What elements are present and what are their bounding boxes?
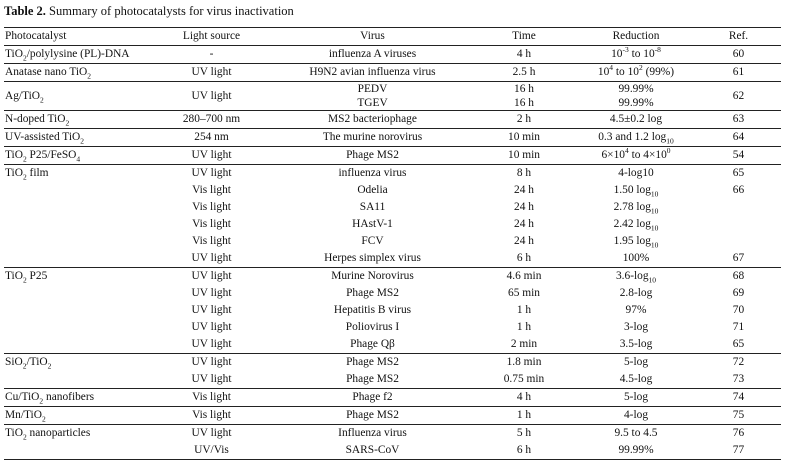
cell-virus: H9N2 avian influenza virus (273, 64, 472, 82)
cell-light-source: - (150, 46, 273, 64)
cell-reduction: $10^{-3}$ to $10^{-8}$ (576, 46, 696, 64)
cell-time: 24 h (514, 201, 534, 213)
cell-light-source: 280–700 nm (150, 111, 273, 129)
cell-ref: 71 (732, 321, 745, 333)
cell-time: 1.8 min (472, 354, 576, 372)
cell-light-source: Vis light (192, 218, 231, 230)
cell-reduction: 3.5-log (619, 338, 653, 350)
cell-time: 65 min (508, 287, 540, 299)
cell-photocatalyst: TiO$_2$ nanoparticles (4, 425, 150, 443)
cell-virus: Phage MS2 (346, 287, 399, 299)
cell-virus: MS2 bacteriophage (273, 111, 472, 129)
table-row (4, 64, 781, 82)
cell-time: 6 h (472, 442, 576, 460)
cell-light-source: UV light (191, 321, 232, 333)
table-header (4, 28, 781, 46)
cell-reduction: 2.78 $\log_{10}$ (613, 201, 659, 216)
header-photocatalyst: Photocatalyst (4, 28, 150, 46)
cell-virus: influenza A viruses (273, 46, 472, 64)
cell-photocatalyst: N-doped TiO$_2$ (4, 111, 150, 129)
cell-photocatalyst: SiO$_2$/TiO$_2$ (4, 354, 150, 372)
table-title: Summary of photocatalysts for virus inactivation (45, 4, 294, 18)
cell-photocatalyst: Mn/TiO$_2$ (4, 407, 150, 425)
cell-reduction: 9.5 to 4.5 (576, 425, 696, 443)
cell-ref: 65 (696, 165, 781, 183)
table-row (4, 302, 781, 319)
cell-photocatalyst (4, 182, 150, 199)
cell-virus: PEDV TGEV (273, 82, 472, 111)
cell-time: 16 h 16 h (472, 82, 576, 111)
table-caption (4, 4, 294, 19)
cell-ref: 66 (732, 184, 745, 196)
cell-virus: Hepatitis B virus (333, 304, 412, 316)
cell-light-source: Vis light (192, 201, 231, 213)
cell-reduction: 100% (622, 252, 650, 264)
cell-ref: 72 (696, 354, 781, 372)
cell-time: 24 h (514, 235, 534, 247)
cell-reduction: 2.42 $\log_{10}$ (613, 218, 659, 233)
table-row (4, 182, 781, 199)
cell-virus: Phage MS2 (273, 407, 472, 425)
cell-reduction: 5-log (576, 389, 696, 407)
cell-reduction: 97% (625, 304, 647, 316)
cell-reduction: 99.99% 99.99% (576, 82, 696, 111)
cell-light-source: UV light (150, 147, 273, 165)
cell-time: 6 h (516, 252, 532, 264)
cell-light-source: UV light (191, 252, 232, 264)
cell-virus: Phage Qβ (350, 338, 395, 350)
table-row (4, 407, 781, 425)
cell-ref: 54 (696, 147, 781, 165)
cell-photocatalyst (4, 442, 150, 460)
cell-photocatalyst (4, 336, 150, 354)
cell-reduction: 3-log (623, 321, 649, 333)
cell-virus: Herpes simplex virus (324, 252, 421, 264)
cell-reduction: 2.8-log (619, 287, 653, 299)
photocatalyst-table (4, 27, 781, 460)
cell-reduction: 1.95 $\log_{10}$ (613, 235, 659, 250)
cell-light-source: Vis light (150, 407, 273, 425)
table-row (4, 147, 781, 165)
cell-photocatalyst (4, 302, 150, 319)
cell-ref: 61 (696, 64, 781, 82)
cell-time: 2 h (472, 111, 576, 129)
cell-photocatalyst (4, 250, 150, 268)
cell-photocatalyst (4, 319, 150, 336)
cell-virus: SA11 (359, 201, 386, 213)
cell-time: 10 min (472, 129, 576, 147)
header-ref: Ref. (696, 28, 781, 46)
table-row (4, 129, 781, 147)
cell-virus: Murine Norovirus (273, 268, 472, 286)
header-light-source: Light source (150, 28, 273, 46)
table-row (4, 216, 781, 233)
cell-photocatalyst: UV-assisted TiO$_2$ (4, 129, 150, 147)
cell-light-source: UV light (150, 64, 273, 82)
cell-ref: 60 (696, 46, 781, 64)
header-row (4, 28, 781, 46)
cell-photocatalyst: TiO$_2$ P25 (4, 268, 150, 286)
cell-light-source: UV light (150, 82, 273, 111)
cell-light-source: UV light (191, 338, 232, 350)
cell-reduction: 4.5-log (619, 373, 653, 385)
cell-virus: The murine norovirus (273, 129, 472, 147)
cell-reduction: 99.99% (576, 442, 696, 460)
cell-photocatalyst (4, 199, 150, 216)
cell-ref: 73 (732, 373, 745, 385)
cell-virus: Influenza virus (273, 425, 472, 443)
cell-light-source: Vis light (150, 389, 273, 407)
cell-virus: Phage MS2 (346, 373, 399, 385)
table-row (4, 425, 781, 443)
cell-reduction: 5-log (576, 354, 696, 372)
cell-reduction: 0.3 and 1.2 $\log_{10}$ (576, 129, 696, 147)
cell-ref (696, 233, 781, 250)
table-row (4, 389, 781, 407)
cell-photocatalyst: TiO$_2$/polylysine (PL)-DNA (4, 46, 150, 64)
cell-photocatalyst (4, 371, 150, 389)
cell-time: 0.75 min (503, 373, 545, 385)
cell-light-source: Vis light (192, 184, 231, 196)
cell-ref: 64 (696, 129, 781, 147)
cell-reduction: 4-log (576, 407, 696, 425)
cell-photocatalyst (4, 216, 150, 233)
table-row (4, 319, 781, 336)
table-row (4, 336, 781, 354)
cell-light-source: UV light (150, 165, 273, 183)
cell-virus: Phage MS2 (273, 354, 472, 372)
cell-virus: Phage f2 (273, 389, 472, 407)
header-time: Time (472, 28, 576, 46)
cell-ref: 75 (696, 407, 781, 425)
cell-photocatalyst: TiO$_2$ P25/FeSO$_4$ (4, 147, 150, 165)
header-virus: Virus (273, 28, 472, 46)
cell-virus: SARS-CoV (273, 442, 472, 460)
table-row (4, 199, 781, 216)
cell-ref (696, 199, 781, 216)
cell-time: 1 h (516, 321, 532, 333)
cell-ref: 77 (696, 442, 781, 460)
cell-photocatalyst (4, 233, 150, 250)
table-body (4, 46, 781, 460)
header-reduction: Reduction (576, 28, 696, 46)
table-row (4, 268, 781, 286)
table-row (4, 442, 781, 460)
cell-photocatalyst: Anatase nano TiO$_2$ (4, 64, 150, 82)
cell-reduction: 1.50 $\log_{10}$ (613, 184, 659, 199)
cell-virus: Odelia (357, 184, 388, 196)
cell-photocatalyst: Ag/TiO$_2$ (4, 82, 150, 111)
cell-light-source: UV light (150, 268, 273, 286)
table-row (4, 371, 781, 389)
cell-ref: 74 (696, 389, 781, 407)
cell-ref: 62 (696, 82, 781, 111)
cell-reduction: $10^4$ to $10^2$ (99%) (576, 64, 696, 82)
cell-light-source: 254 nm (150, 129, 273, 147)
table-row (4, 233, 781, 250)
cell-virus: FCV (361, 235, 384, 247)
cell-ref: 63 (696, 111, 781, 129)
cell-virus: HAstV-1 (352, 218, 393, 230)
cell-light-source: UV light (191, 287, 232, 299)
cell-reduction: $3.6-\log_{10}$ (576, 268, 696, 286)
table-row (4, 165, 781, 183)
cell-reduction: 4-log10 (576, 165, 696, 183)
cell-light-source: UV light (191, 373, 232, 385)
cell-virus: Poliovirus I (345, 321, 400, 333)
cell-virus: Phage MS2 (273, 147, 472, 165)
cell-time: 2 min (510, 338, 538, 350)
cell-reduction: 4.5±0.2 log (576, 111, 696, 129)
cell-time: 24 h (514, 184, 534, 196)
cell-light-source: Vis light (192, 235, 231, 247)
table-row (4, 285, 781, 302)
cell-photocatalyst (4, 285, 150, 302)
cell-ref: 65 (732, 338, 745, 350)
cell-ref: 69 (732, 287, 745, 299)
cell-time: 8 h (472, 165, 576, 183)
cell-light-source: UV light (191, 304, 232, 316)
cell-ref: 68 (696, 268, 781, 286)
cell-reduction: $6\times 10^4$ to $4\times 10^0$ (576, 147, 696, 165)
table-row (4, 82, 781, 111)
cell-ref: 70 (732, 304, 745, 316)
table-row (4, 250, 781, 268)
cell-photocatalyst: Cu/TiO$_2$ nanofibers (4, 389, 150, 407)
table-row (4, 46, 781, 64)
cell-time: 10 min (472, 147, 576, 165)
cell-time: 1 h (516, 304, 532, 316)
cell-light-source: UV/Vis (150, 442, 273, 460)
cell-time: 2.5 h (472, 64, 576, 82)
cell-time: 1 h (472, 407, 576, 425)
cell-light-source: UV light (150, 354, 273, 372)
cell-ref (696, 216, 781, 233)
table-row (4, 354, 781, 372)
cell-virus: influenza virus (273, 165, 472, 183)
table-row (4, 111, 781, 129)
cell-time: 4 h (472, 389, 576, 407)
cell-light-source: UV light (150, 425, 273, 443)
cell-ref: 67 (732, 252, 745, 264)
cell-time: 24 h (514, 218, 534, 230)
cell-time: 4.6 min (472, 268, 576, 286)
cell-time: 5 h (472, 425, 576, 443)
table-label: Table 2. (4, 4, 46, 18)
cell-ref: 76 (696, 425, 781, 443)
cell-time: 4 h (472, 46, 576, 64)
cell-photocatalyst: TiO$_2$ film (4, 165, 150, 183)
